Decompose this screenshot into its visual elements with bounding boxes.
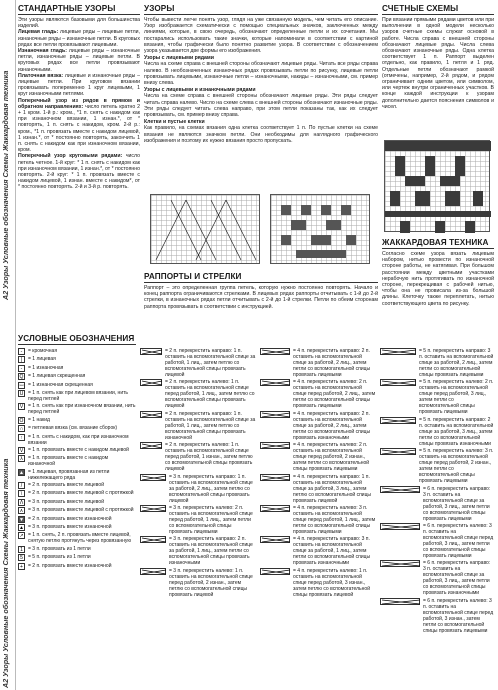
legend-symbol: ∩ [19,426,24,433]
legend-column-4 [380,348,494,688]
legend-symbol: \ [18,490,25,497]
legend-text: = 4 п. перекрестить налево: 2 п. оставить на вспомогательной спице перед работой, 2 лиц., затем петли со вспомогательной спицы провязать лицевыми [293,379,376,410]
cable-cross-icon [381,524,421,530]
term-text: лицевые ряды – лицевые петли, изнаночные ряды – изнаночные петли. В круговых рядах все петли провязывают лицевыми. [18,29,140,48]
patterns-section [144,4,378,330]
legend-symbol [380,523,420,530]
legend-text: = 5 п. перекрестить налево: 3 п. оставить на вспомогательной спице перед работой, 2 изнан., затем петли со вспомогательной спицы провязать лицевыми [419,448,494,485]
section-title: ЖАККАРДОВАЯ ТЕХНИКА [382,238,494,249]
legend-text: = 1 п. снять с накидом, как при изнаночном вязании [28,433,129,446]
legend-text: = 1 п. провязать вместе с накидом изнаночной [28,455,109,468]
section-title: УЗОРЫ [144,4,378,15]
legend-row [380,417,494,447]
cable-cross-icon [381,349,417,355]
legend-row [18,469,136,481]
legend-text: = 3 п. перекрестить налево: 2 п. оставить на вспомогательной спице перед работой, 1 лиц., затем петли со вспомогательной спицы провязать лицевыми [169,504,253,535]
cable-cross-icon [141,569,167,575]
legend-text: = 4 п. перекрестить налево: 2 п. оставить на вспомогательной спице перед работой, 2 изнан., затем петли со вспомогательной спицы провязать лицевыми [293,442,370,473]
cable-cross-icon [381,599,421,605]
legend-text: = кромочная [28,348,58,354]
legend-text: = 1 лицевая скрещенная [28,373,86,380]
legend-symbol [260,536,290,543]
legend-row [380,523,494,559]
repeats-section [144,272,378,310]
legend-symbol: 5 [18,554,25,561]
legend-row [18,382,136,389]
cable-cross-icon [261,569,291,575]
legend-row [380,448,494,484]
example-chart-right [270,194,370,264]
legend-symbol [380,448,416,455]
term-label: Поперечный узор круговыми рядами: [18,153,123,160]
legend-column-1 [18,348,136,688]
example-chart-left [150,194,260,264]
body-text: Как правило, на схемах вязания одна клетка соответствует 1 п. По пустые клетки на схеме вязания не являются значком петли. Они необходимы для наглядного графического изображения и поэтому их нужно вязания просто пропускать. [144,125,378,144]
legend-row [260,348,376,378]
legend-row [18,417,136,424]
legend-text: = 6 п. перекрестить направо: 3 п. оставить на вспомогательной спице за работой, 3 лиц., затем петли со вспомогательной спицы провязать лицевыми [423,485,491,522]
legend-symbol [140,411,162,418]
legend-symbol [380,598,420,605]
subheading: Клетки и пустые клетки [144,119,205,126]
cable-cross-icon [141,380,163,386]
term-label: Платочная вязка: [18,72,64,79]
legend-text: = 3 п. провязать из 1 петли [28,545,91,552]
legend-symbol: Q [19,374,24,381]
legend-text: = 4 п. перекрестить направо: 2 п. оставить на вспомогательной спице за работой, 2 лиц., затем петли со вспомогательной спицы провязать лицевыми [293,348,371,378]
term-label: Поперечный узор из рядов в прямом и обратном направлениях: [18,97,140,110]
cable-cross-icon [261,475,291,481]
legend-symbol [380,560,420,567]
legend-row [380,348,494,378]
legend-row [380,486,494,522]
legend-text: = 5 п. перекрестить направо: 3 п. оставить на вспомогательной спице за работой, 2 лиц., затем петли со вспомогательной спицы провязать лицевыми [419,348,494,378]
term-label: Лицевая гладь: [18,29,59,36]
legend-row [18,447,136,454]
counted-pattern [385,141,491,233]
legend-row [380,560,494,596]
legend-text: = 1 п. снять, 2 п. провязать вместе лицевой, снятую петлю протянуть через провязанную [28,532,132,545]
cable-cross-icon [141,475,167,481]
legend-row [260,411,376,441]
legend-symbol [140,474,166,481]
legend-symbol [380,417,416,424]
legend-row [140,505,256,535]
legend-row [18,507,136,514]
legend-row [140,568,256,598]
section-title: СЧЕТНЫЕ СХЕМЫ [382,4,494,15]
legend-row [260,505,376,535]
legend-symbol: O [19,417,24,424]
legend-text: = 1 изнаночная скрещенная [28,381,93,388]
legend-symbol [260,505,290,512]
legend-text: = 4 п. перекрестить направо: 2 п. оставить на вспомогательной спице за работой, 2 лиц., затем петли со вспомогательной спицы провязать изнаночными [293,410,371,441]
legend-text: = 2 п. перекрестить налево: 1 п. оставить на вспомогательной спице перед работой, 1 изнан., затем петлю со вспомогательной спицы провязать лицевой [165,442,253,473]
cable-cross-icon [261,380,291,386]
legend-symbol [260,568,290,575]
legend-symbol: | [18,356,25,363]
legend-row [18,499,136,506]
legend-symbol [140,568,166,575]
legend-row [140,474,256,504]
page [18,4,494,688]
legend-text: = 6 п. перекрестить налево: 3 п. оставить на вспомогательной спице перед работой, 3 изнан., затем петли со вспомогательной спицы провязать лицевыми [423,597,494,634]
legend-row [18,554,136,561]
legend-text: = 2 п. перекрестить налево: 1 п. оставить на вспомогательной спице перед работой, 1 лиц., затем петлю со вспомогательной спицы провязать лицевой [165,379,255,410]
legend-symbol [260,348,290,355]
legend-symbol [260,379,290,386]
legend-text: = 1 лицевая, провязанная из петли нижележащего ряда [28,468,110,481]
legend-row [18,356,136,363]
legend-symbol: ↑ [18,434,25,441]
intro-text: Эти узоры являются базовыми для большинства изделий. [18,17,140,30]
legend-symbol: ↗ [19,533,24,540]
legend-text: = 2 п. провязать вместе изнаночной [28,515,112,522]
legend-symbol [380,379,416,386]
cable-cross-icon [141,443,163,449]
section-title: СТАНДАРТНЫЕ УЗОРЫ [18,4,140,15]
legend-text: = 3 п. провязать вместе лицевой [28,498,104,505]
cable-cross-icon [141,349,163,355]
legend-row [18,365,136,372]
lace-diagonals [151,195,261,265]
legend-text: = 2 п. перекрестить направо: 1 п. оставить на вспомогательной спице за работой, 1 лиц., затем петлю со вспомогательной спицы провязать изнаночной [165,410,256,441]
legend-symbol: ▲ [19,469,24,476]
cable-cross-icon [261,349,291,355]
cable-cross-icon [381,449,417,455]
legend-row [18,516,136,523]
legend-text: = 6 п. перекрестить налево: 3 п. оставить на вспомогательной спице перед работой, 3 лиц., затем петли со вспомогательной спицы провязать лицевыми [423,522,494,559]
legend-symbol: ꟷ [19,382,24,389]
legend-symbol: V [19,447,24,454]
banner-text-bottom: А2 Узоры Условные обозначения Схемы Жаккардовая техника [1,458,10,688]
legend-symbol [140,379,162,386]
legend-text: = 1 п. снять как при лицевом вязании, нить перед петлей [28,389,129,402]
legend-row [18,390,136,402]
cable-cross-icon [381,561,421,567]
legend-text: = 4 п. перекрестить налево: 1 п. оставить на вспомогательной спице перед работой, 3 изнан., затем петлю со вспомогательной спицы провязать лицевой [293,567,370,598]
legend-text: = 2 п. провязать вместе лицевой с протяжкой [28,490,134,497]
legend-symbol [260,442,290,449]
section-title: РАППОРТЫ И СТРЕЛКИ [144,272,378,283]
vertical-banner [0,0,16,690]
legend-row [380,379,494,415]
jacquard-section [382,238,494,307]
subheading: Узоры с лицевыми и изнаночными рядами [144,87,256,94]
legend-row [140,411,256,441]
legend-symbol [140,505,166,512]
legend-text: = 3 п. провязать вместе лицевой с протяжкой [28,507,134,514]
legend-text: = 5 п. провязать из 1 петли [28,554,91,561]
legend-text: = 2 п. провязать вместе лицевой [28,482,104,489]
legend-symbol: U [19,390,24,397]
legend-text: = 1 лицевая [28,356,56,363]
legend-row [18,482,136,489]
legend-row [140,348,256,378]
legend-text: = 1 изнаночная [28,364,64,371]
legend-text: = 3 п. перекрестить направо: 2 п. оставить на вспомогательной спице за работой, 1 лиц., затем петли со вспомогательной спицы провязать изнаночными [169,536,253,567]
legend-text: = 4 п. перекрестить налево: 3 п. оставить на вспомогательной спице перед работой, 1 лиц., затем петли со вспомогательной спицы провязать лицевыми [293,504,376,535]
term-text: число петель четное. 1-й круг: * 1 п. снять с накидом как при изнаночном вязании, 1 изнан.*, от * постоянно повторять. 2-й круг: * 1 п. провязать вместе с накидом лицевой, 1 изнан. вместе с накидом*, от * постоянно повторять. 2-й и 3-й р. повторять. [18,153,140,191]
legend-symbol: λ [18,455,25,462]
legend-symbol: V [19,404,24,411]
legend-text: = 4 п. перекрестить направо: 3 п. оставить на вспомогательной спице за работой, 1 лиц., затем петли со вспомогательной спицы провязать изнаночными [293,536,371,567]
term-text: число петель кратно 2 + 1 кром. 1-й р.: кром., *1 п. снять с накидом как при изнаночном вязании, 1 изнан.*, от * повторять, 1 п. снять с накидом, кром. 2-й р.: кром., *1 п. провязать вместе с накидом лицевой, 1 изнан.*, от * постоянно повторять, закончить 1 п. снять с накидом как при изнаночном вязании, кром. [18,103,140,154]
legend-text: = 4 п. перекрестить направо: 1 п. оставить на вспомогательной спице за работой, 3 лиц., затем петлю со вспомогательной спицы провязать лицевой [293,473,372,504]
legend-row [260,568,376,598]
legend-column-2 [140,348,256,688]
legend-text: = 3 п. перекрестить налево: 1 п. оставить на вспомогательной спице перед работой, 2 изнан., затем петлю со вспомогательной спицы провязать лицевой [169,567,253,598]
legend-row [18,373,136,380]
legend-text: = 3 п. провязать вместе изнаночной [28,524,112,531]
cable-cross-icon [381,418,417,424]
legend-row [18,425,136,432]
cable-cross-icon [141,537,167,543]
legend-text: = 1 п. провязать вместе с накидом лицевой [28,446,129,453]
body-text: Согласно схеме узора вязать лицевым набором, нитью провести по изнаночной стороне работы, не натягивая. При большом расстоянии между цветными участками нерабочую нить протягивать по изнаночной стороне, перекрещивая с рабочей нитью, чтобы она не провисала из-за большой длины. Клеточку также переплетать, нитью соответствующего цвета по рисунку. [382,251,494,307]
legend-symbol: ∧ [19,508,24,515]
legend-symbol: - [18,365,25,372]
legend-symbol [380,486,420,493]
legend-row [260,379,376,409]
subheading: Узоры с лицевыми рядами [144,55,214,62]
legend-symbol: - [18,348,25,355]
legend-text: = 2 п. провязать вместе изнаночной [28,562,112,569]
cable-cross-icon [381,487,421,493]
cable-cross-icon [261,537,291,543]
legend-symbol [380,348,416,355]
standard-patterns-section [18,4,140,330]
legend-row [380,598,494,634]
legend-symbol [140,442,162,449]
cable-cross-icon [261,506,291,512]
legend-symbol: ▼ [19,516,24,523]
legend-text: = 5 п. перекрестить направо: 2 п. оставить на вспомогательной спице за работой, 3 лиц., затем петли со вспомогательной спицы провязать изнаночными [419,416,494,447]
body-text: При вязании прямыми рядами цветов или при выполнении в одной модели несколько узоров счетные схемы служат основой в работе. Числа справа с внешней стороны обозначают лицевые ряды. Числа слева обозначают изнаночные ряды. Одна клетка соответствует 1 п. Раппорт выделен отдельно, как правило, 1 петля и 1 ряд. Отдельные петли обозначают рамкой (отмечены, например, 2-й рядом, и рядом ограничивает одним цветом, или символом, или чертеж внутри ограниченных участков. В конце каждой инструкции к узорам дополнительно дается пояснения символов и чисел. [382,17,494,110]
legend-text: = 1 накид [28,416,50,423]
legend-symbol [260,411,290,418]
legend-row [18,546,136,553]
cable-cross-icon [261,412,291,418]
cable-cross-icon [141,506,167,512]
cable-cross-icon [381,380,417,386]
legend-row [18,455,136,467]
legend-row [140,379,256,409]
legend-column-3 [260,348,376,688]
legend-row [18,563,136,570]
legend-symbol [260,474,290,481]
legend-symbol: Λ [19,499,24,506]
legend-row [140,442,256,472]
section-title: УСЛОВНЫЕ ОБОЗНАЧЕНИЯ [18,334,135,343]
legend-row [260,442,376,472]
legend-text: = 5 п. перекрестить налево: 2 п. оставить на вспомогательной спице перед работой, 3 лиц., затем петли со вспомогательной спицы провязать лицевыми [419,379,494,416]
block-pattern [271,195,371,265]
legend-section [18,334,494,688]
legend-row [18,348,136,355]
body-text: Числа на схеме справа с внешней стороны обозначают лицевые ряды. Эти ряды следует читать справа налево. Число на схеме слева с внешней стороны обозначают изнаночные ряды. Эти ряды следует читать слева направо, при этом петли показаны так, как их следует провязывать, см. пример внизу справа. [144,93,378,119]
legend-row [140,536,256,566]
term-label: Изнаночная гладь: [18,48,67,55]
legend-text: = петлевая вязка (см. вязание сборок) [28,425,118,432]
body-text: Числа на схеме справа с внешней стороны обозначают лицевые ряды. Читать все ряды справа налево. В необозначенных изнаночных рядах провязывать петли по рисунку, лицевые петли провязывать лицевыми, изнаночные петли – изнаночными, накиды – изнаночными, см. пример внизу слева. [144,61,378,87]
legend-row [260,474,376,504]
legend-row [260,536,376,566]
legend-text: = 6 п. перекрестить направо: 3 п. оставить на вспомогательной спице за работой, 3 лиц., затем петли со вспомогательной спицы провязать изнаночными [423,560,491,597]
body-text: Чтобы вывести легче понять узор, глядя на уже связанную модель, чем читать его описание. Узор изображается схематически с помощью специальных значков, заключенных между линиями, которые, в свою очередь, обозначают определенные петли и их сочетания. Мы постарались использовать такие значки, которые напоминали в соответствии с картиной вязания, чтобы графически было понятно развитие узора. В соответствии с обозначением узора указывается две формы его изображения. [144,17,378,55]
banner-text-top: А2 Узоры Условные обозначения Схемы Жаккардовая техника [1,70,10,300]
legend-symbol [140,348,162,355]
legend-row [18,434,136,446]
cable-cross-icon [141,412,163,418]
legend-row [18,490,136,497]
legend-text: = 1 п. снять как при изнаночном вязании, нить перед петлей [28,403,136,416]
body-text: Раппорт – это определенная группа петель, которую нужно постоянно повторять. Начало и конец раппорта ограничиваются стрелками. В лицевых рядах раппорты отчитывать с 1-й до 2-й стрелки, в изнаночных рядах петли отчитывать с 2-й до 1-й стрелки. Петли по обеим сторонам раппорта провязывать в соответствии с инструкцией. [144,285,378,310]
legend-symbol: ▲ [19,525,24,532]
cable-cross-icon [261,443,291,449]
term-text: лицевые ряды – изнаночные петли, изнаночные ряды – лицевые петли. В круговых рядах все петли провязывают изнаночными. [18,48,140,73]
legend-symbol: + [18,563,25,570]
legend-text: = 3 п. перекрестить направо: 1 п. оставить на вспомогательной спице за работой, 2 лиц., затем петлю со вспомогательной спицы провязать лицевой [169,473,253,504]
legend-row [18,532,136,544]
counted-charts-section [382,4,494,330]
legend-symbol [140,536,166,543]
legend-row [18,524,136,531]
term-text: лицевые и изнаночные ряды – лицевые петли. При круговом вязании провязывать попеременно 1 круг лицевыми, 1 круг изнаночными петлями. [18,72,140,98]
legend-text: = 2 п. перекрестить направо: 1 п. оставить на вспомогательной спице за работой, 1 лиц., затем петлю со вспомогательной спицы провязать лицевой [165,348,256,378]
counted-chart-image [384,140,490,232]
legend-symbol: / [18,482,25,489]
legend-symbol: 1 [18,546,25,553]
legend-row [18,403,136,415]
